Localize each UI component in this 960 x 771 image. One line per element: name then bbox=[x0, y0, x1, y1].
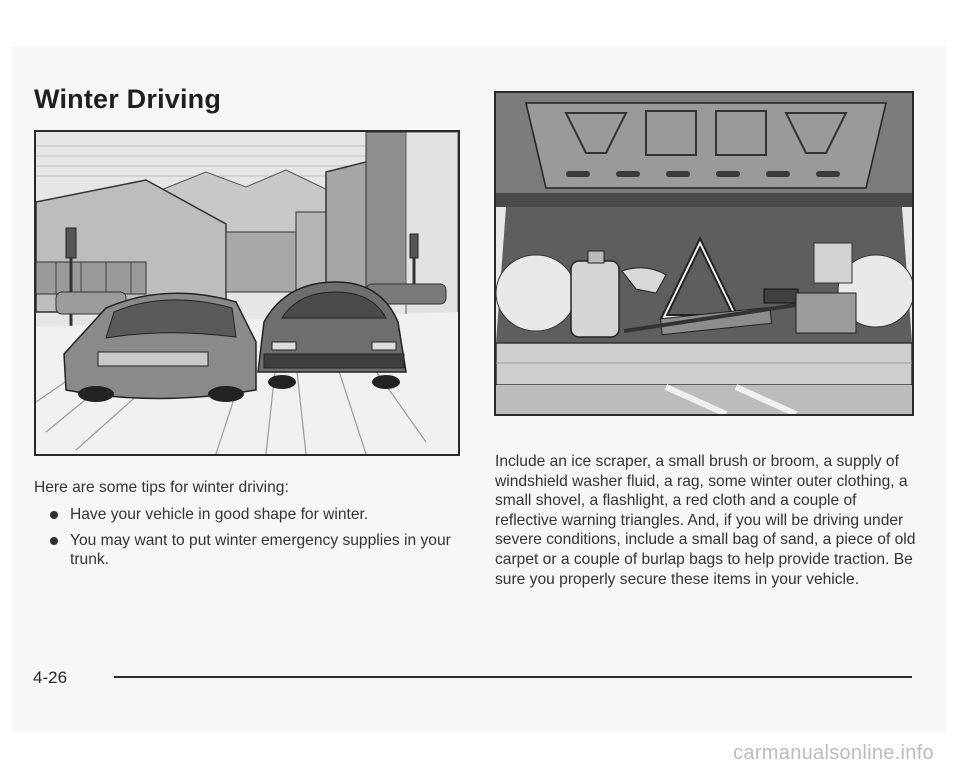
tips-intro: Here are some tips for winter driving: bbox=[34, 479, 289, 496]
trunk-supplies-illustration bbox=[494, 91, 914, 416]
section-title: Winter Driving bbox=[34, 84, 222, 114]
tip-item: You may want to put winter emergency supplies in your trunk. bbox=[34, 531, 464, 570]
site-watermark: carmanualsonline.info bbox=[733, 742, 934, 764]
tips-list bbox=[34, 505, 464, 576]
winter-street-illustration bbox=[34, 130, 460, 456]
supplies-paragraph: Include an ice scraper, a small brush or broom, a supply of windshield washer fluid, a rag, some winter outer clothing, a small shovel, a flashlight, a red cloth and a couple of reflective warning triangles. And, if you will be driving under severe conditions, include a small bag of sand, a piece of old carpet or a couple of burlap bags to help provide traction. Be sure you properly secure these items in your vehicle. bbox=[495, 453, 916, 588]
trunk-supplies-drawing bbox=[496, 93, 912, 414]
page-number: 4-26 bbox=[33, 668, 68, 687]
footer-rule bbox=[114, 676, 912, 678]
tip-item: Have your vehicle in good shape for winter. bbox=[34, 505, 464, 525]
winter-street-drawing bbox=[36, 132, 458, 454]
